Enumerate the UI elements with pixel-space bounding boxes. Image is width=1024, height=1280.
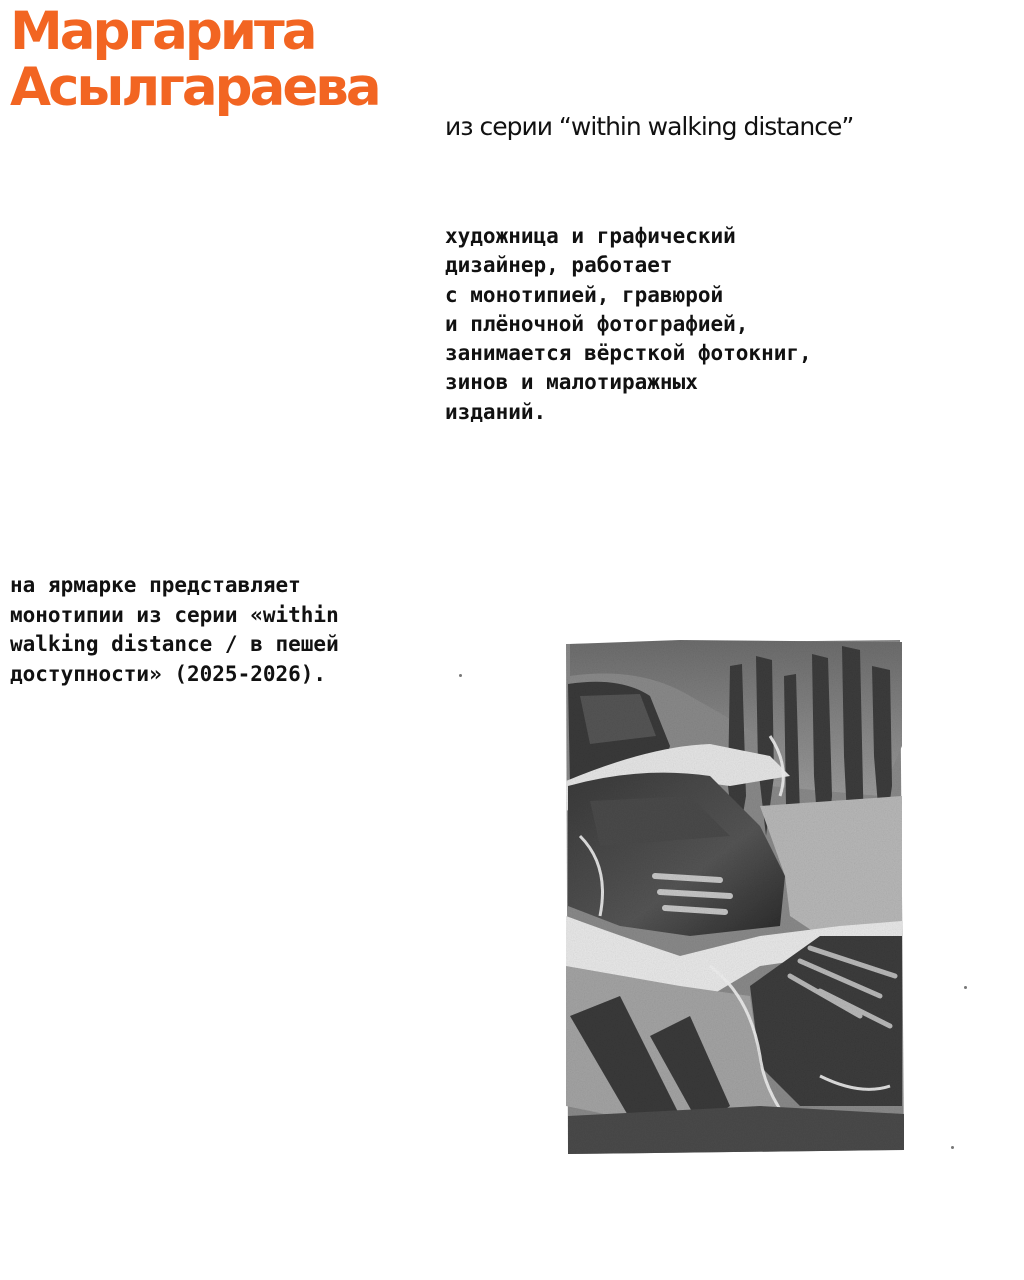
fair-line: walking distance / в пешей: [10, 632, 339, 656]
bio-line: дизайнер, работает: [445, 253, 673, 278]
fair-line: монотипии из серии «within: [10, 602, 339, 627]
artist-first-name: Маргарита: [10, 1, 315, 62]
bio-line: и плёночной фотографией,: [445, 311, 749, 336]
bio-line: изданий.: [445, 399, 547, 424]
paper-speck: [951, 1146, 954, 1149]
bio-line: занимается вёрсткой фотокниг,: [445, 341, 812, 366]
artist-last-name: Асылгараева: [10, 57, 379, 118]
monotype-print-artwork: [560, 636, 910, 1156]
artist-bio: [445, 222, 812, 427]
bio-line: зинов и малотиражных: [445, 370, 698, 395]
fair-line: доступности» (2025-2026).: [10, 661, 327, 686]
bio-line: с монотипией, гравюрой: [445, 282, 724, 307]
paper-speck: [459, 674, 462, 677]
fair-line: на ярмарке представляет: [10, 573, 301, 597]
paper-speck: [964, 986, 967, 989]
artist-name: [10, 1, 379, 118]
series-title: из серии “within walking distance”: [445, 112, 854, 141]
monotype-print-image: [560, 636, 910, 1156]
bio-line: художница и графический: [445, 224, 736, 248]
fair-description: [10, 571, 339, 689]
